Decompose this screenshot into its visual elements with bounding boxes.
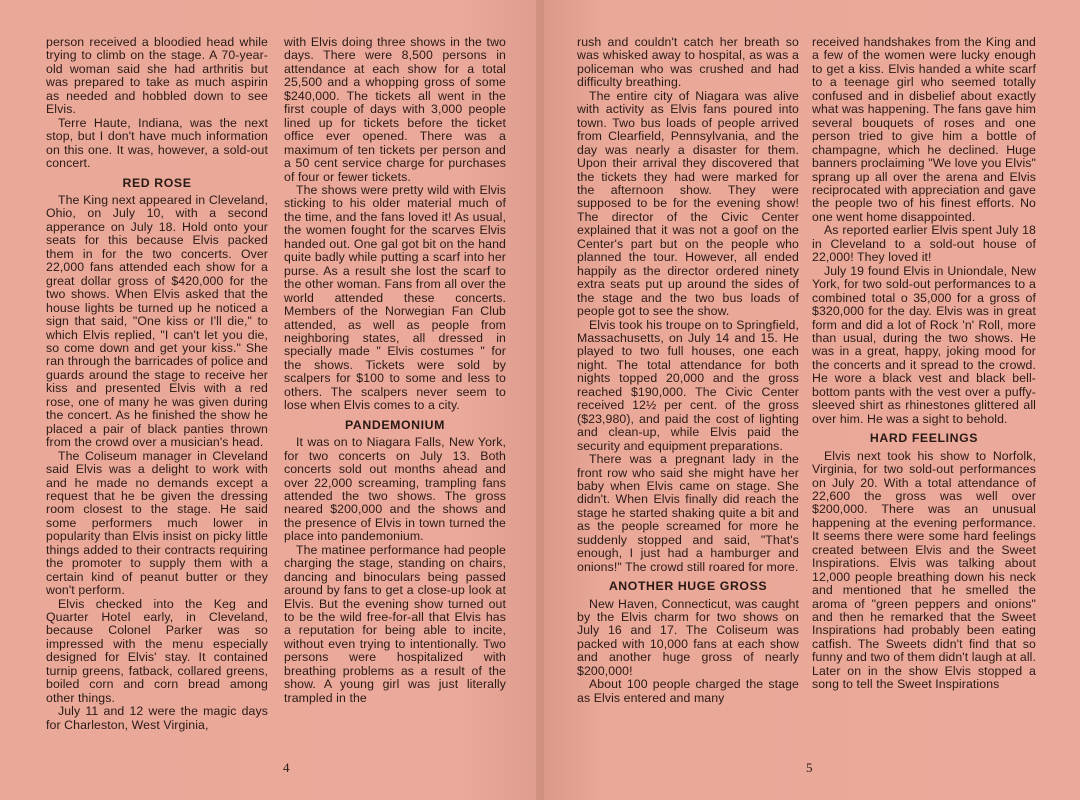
- paragraph: received handshakes from the King and a few of the women were lucky enough to get a kiss. Elvis handed a white scarf to a teenage girl who seemed totally confused and in disbelief about exactly what was happening. The fans gave him several bouquets of roses and one person tried to give him a bottle of champagne, which he declined. Huge banners proclaiming "We love you Elvis" sprang up all over the arena and Elvis reciprocated with appreciation and gave the people two of his finest efforts. No one went home disappointed.: [812, 36, 1036, 224]
- column-1: [46, 36, 268, 756]
- section-heading-another-huge-gross: ANOTHER HUGE GROSS: [608, 579, 768, 594]
- paragraph: Elvis next took his show to Norfolk, Virginia, for two sold-out performances on July 20. With a total attendance of 22,600 the gross was well over $200,000. There was an unusual happening at the evening performance. It seems there were some hard feelings created between Elvis and the Sweet Inspirations. Elvis was talking about 12,000 people breathing down his neck and mentioned that he smelled the aroma of "green peppers and onions" and then he remarked that the Sweet Inspirations had probably been eating catfish. The Sweets didn't find that so funny and two of them didn't laugh at all. Later on in the show Elvis stopped a song to tell the Sweet Inspirations: [812, 448, 1036, 692]
- paragraph: rush and couldn't catch her breath so was whisked away to hospital, as was a policeman who was crushed and had difficulty breathing.: [577, 36, 799, 90]
- paragraph: The shows were pretty wild with Elvis sticking to his older material much of the time, and the fans loved it! As usual, the women fought for the scarves Elvis handed out. One gal got bit on the hand quite badly while putting a scarf into her purse. As a result she lost the scarf to the other woman. Fans from all over the world attended these concerts. Members of the Norwegian Fan Club attended, as well as people from neighboring states, all dressed in specially made " Elvis costumes " for the shows. Tickets were sold by scalpers for $100 to some and less to others. The scalpers never seem to lose when Elvis comes to a city.: [284, 182, 506, 413]
- page-number-left: 4: [283, 760, 290, 775]
- column-2: [284, 36, 506, 756]
- paragraph: The entire city of Niagara was alive with activity as Elvis fans poured into town. Two bus loads of people arrived from Clearfield, Pennsylvania, and the day was nearly a disaster for them. Upon their arrival they discovered that the tickets they had were marked for the afternoon show. They were supposed to be for the evening show! The director of the Civic Center explained that it was not a goof on the Center's part but on the people who planned the tour. However, all ended happily as the director ordered ninety extra seats put up around the sides of the stage and the two bus loads of people got to see the show.: [577, 88, 799, 319]
- section-heading-red-rose: RED ROSE: [122, 175, 192, 190]
- page-gutter: [536, 0, 544, 800]
- paragraph: Elvis took his troupe on to Springfield, Massachusetts, on July 14 and 15. He played to two full houses, one each night. The total attendance for both nights topped 20,000 and the gross reached $190,000. The Civic Center received 12½ per cent. of the gross ($23,980), and paid the cost of lighting and clean-up, while Elvis paid the security and equipment preparations.: [577, 317, 799, 453]
- paragraph: There was a pregnant lady in the front row who said she might have her baby when Elvis came on stage. She didn't. When Elvis finally did reach the stage he started shaking quite a bit and as the people screamed for more he suddenly stopped and said, "That's enough, I just had a hamburger and onions!" The crowd still roared for more.: [577, 452, 799, 574]
- paragraph: July 19 found Elvis in Uniondale, New York, for two sold-out performances to a combined total o 35,000 for a gross of $320,000 for the day. Elvis was in great form and did a lot of Rock 'n' Roll, more than usual, during the two shows. He was in a great, happy, joking mood for the concerts and it spread to the crowd. He wore a black vest and black bell-bottom pants with the vest over a puffy-sleeved shirt as rhinestones glittered all over him. He was a sight to behold.: [812, 263, 1036, 426]
- column-3: [577, 36, 799, 756]
- paragraph: New Haven, Connecticut, was caught by the Elvis charm for two shows on July 16 and 17. The Coliseum was packed with 10,000 fans at each show and another huge gross of nearly $200,000!: [577, 596, 799, 678]
- paragraph: The matinee performance had people charging the stage, standing on chairs, dancing and binoculars being passed around by fans to get a close-up look at Elvis. But the evening show turned out to be the wild free-for-all that Elvis has a reputation for being able to incite, without even trying to intentionally. Two persons were hospitalized with breathing problems as a result of the show. A young girl was just literally trampled in the: [284, 542, 506, 705]
- page-number-right: 5: [806, 760, 813, 775]
- paragraph: person received a bloodied head while trying to climb on the stage. A 70-year-old woman said she had arthritis but was prepared to take as much aspirin as needed and hobbled down to see Elvis.: [46, 36, 268, 117]
- paragraph: The King next appeared in Cleveland, Ohio, on July 10, with a second apperance on July 18. Hold onto your seats for this because Elvis packed them in for the two concerts. Over 22,000 fans attended each show for a great dollar gross of $420,000 for the two shows. When Elvis asked that the house lights be turned up he noticed a sign that said, "One kiss or I'll die," to which Elvis replied, "I can't let you die, so come down and get your kiss." She ran through the barricades of police and guards around the stage to receive her kiss and presented Elvis with a red rose, one of many he was given during the concert. As he finished the show he placed a pair of black panties thrown from the crowd over a musician's head.: [46, 192, 268, 450]
- paragraph: As reported earlier Elvis spent July 18 in Cleveland to a sold-out house of 22,000! They loved it!: [812, 223, 1036, 265]
- paragraph: The Coliseum manager in Cleveland said Elvis was a delight to work with and he made no demands except a request that he be given the dressing room closest to the stage. He said some performers much lower in popularity than Elvis insist on picky little things added to their contracts requiring the promoter to supply them with a certain kind of peanut butter or they won't perform.: [46, 448, 268, 598]
- paragraph: It was on to Niagara Falls, New York, for two concerts on July 13. Both concerts sold out months ahead and over 22,000 screaming, trampling fans attended the two shows. The gross neared $200,000 and the shows and the presence of Elvis in town turned the place into pandemonium.: [284, 435, 506, 544]
- paragraph: Terre Haute, Indiana, was the next stop, but I don't have much information on this one. It was, however, a sold-out concert.: [46, 115, 268, 171]
- paragraph: Elvis checked into the Keg and Quarter Hotel early, in Cleveland, because Colonel Parker was so impressed with the menu especially designed for Elvis' stay. It contained turnip greens, fatback, collared greens, boiled corn and corn bread among other things.: [46, 596, 268, 705]
- section-heading-hard-feelings: HARD FEELINGS: [869, 431, 979, 446]
- section-heading-pandemonium: PANDEMONIUM: [345, 417, 445, 432]
- column-4: [812, 36, 1036, 756]
- paragraph: July 11 and 12 were the magic days for Charleston, West Virginia,: [46, 704, 268, 732]
- paragraph: About 100 people charged the stage as Elvis entered and many: [577, 677, 799, 705]
- paragraph: with Elvis doing three shows in the two days. There were 8,500 persons in attendance at each show for a total 25,500 and a whopping gross of some $240,000. The tickets all went in the first couple of days with 3,000 people lined up for tickets before the ticket office ever opened. There was a maximum of ten tickets per person and a 50 cent service charge for purchases of four or fewer tickets.: [284, 36, 506, 184]
